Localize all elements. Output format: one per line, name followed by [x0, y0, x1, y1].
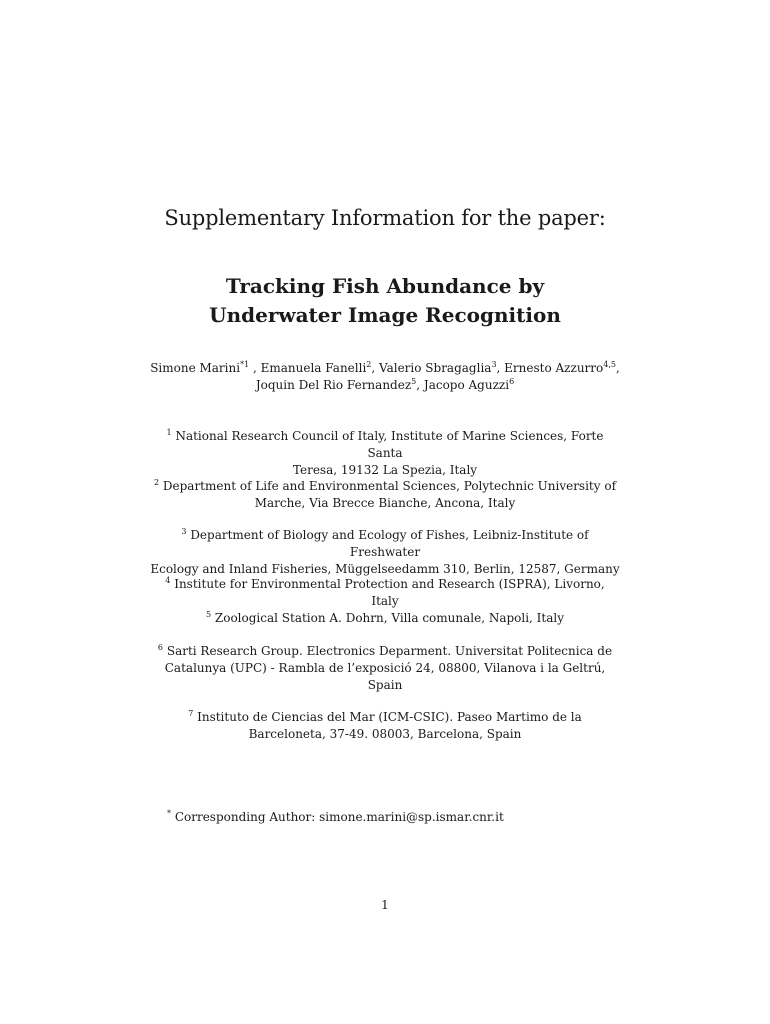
supplementary-heading: Supplementary Information for the paper:	[164, 206, 606, 230]
affiliation-line	[150, 643, 620, 660]
author-line-1	[150, 360, 620, 377]
affiliation-number: 6	[157, 643, 164, 652]
affiliation-text: Sarti Research Group. Electronics Deparment. Universitat Politecnica de	[166, 644, 613, 658]
affiliation-number: 1	[166, 428, 172, 437]
affiliation-4	[150, 576, 620, 610]
affiliation-2	[150, 478, 620, 512]
affiliation-line: Ecology and Inland Fisheries, Müggelseedamm 310, Berlin, 12587, Germany	[150, 562, 620, 576]
title-line-2: Underwater Image Recognition	[209, 303, 561, 327]
affiliation-number: 7	[188, 709, 194, 718]
affiliation-text: Department of Life and Environmental Sciences, Polytechnic University of	[162, 479, 617, 493]
corresponding-author-footnote	[167, 810, 504, 824]
affiliation-5	[150, 610, 620, 627]
footnote-text: Corresponding Author: simone.marini@sp.ismar.cnr.it	[174, 810, 504, 824]
affiliation-text: Zoological Station A. Dohrn, Villa comunale, Napoli, Italy	[214, 611, 565, 625]
author-line-2	[150, 377, 620, 394]
affiliation-3	[150, 527, 620, 578]
author-name: , Ernesto Azzurro	[496, 361, 604, 375]
affiliation-line	[150, 610, 620, 627]
affiliation-number: 2	[153, 478, 160, 487]
affiliation-line	[150, 576, 620, 610]
affiliation-line: Marche, Via Brecce Bianche, Ancona, Italy	[254, 496, 516, 510]
affiliation-number: 4	[165, 576, 171, 585]
author-affil-sup: 5	[411, 377, 417, 386]
author-name: , Emanuela Fanelli	[249, 361, 367, 375]
author-name: , Jacopo Aguzzi	[416, 378, 510, 392]
affiliation-line	[150, 478, 620, 495]
affiliation-line	[150, 428, 620, 462]
affiliation-7	[150, 709, 620, 743]
affiliation-line	[150, 527, 620, 561]
affiliation-number: 3	[181, 527, 187, 536]
affiliation-1	[150, 428, 620, 479]
footnote-marker: *	[167, 809, 171, 818]
author-affil-sup: 3	[491, 360, 497, 369]
title-line-1: Tracking Fish Abundance by	[225, 274, 545, 298]
author-affil-sup: 2	[366, 360, 372, 369]
affiliation-text: National Research Council of Italy, Institute of Marine Sciences, Forte Santa	[175, 429, 604, 460]
author-list	[150, 360, 620, 394]
author-name: Joquin Del Rio Fernandez	[255, 378, 412, 392]
author-affil-sup: 4,5	[603, 360, 616, 369]
affiliation-line: Barceloneta, 37-49. 08003, Barcelona, Spain	[248, 727, 522, 741]
affiliation-line: Catalunya (UPC) - Rambla de l’exposició 24, 08800, Vilanova i la Geltrú,	[164, 661, 606, 675]
author-affil-sup: 6	[509, 377, 515, 386]
affiliation-6	[150, 643, 620, 694]
page-number: 1	[381, 898, 389, 912]
author-affil-sup: *1	[240, 360, 250, 369]
affiliation-text: Department of Biology and Ecology of Fishes, Leibniz-Institute of Freshwater	[190, 528, 589, 559]
author-separator: ,	[615, 361, 620, 375]
author-name: Simone Marini	[150, 361, 241, 375]
affiliation-number: 5	[205, 610, 212, 619]
affiliation-text: Instituto de Ciencias del Mar (ICM-CSIC). Paseo Martimo de la	[197, 710, 582, 724]
paper-title	[160, 272, 610, 330]
affiliation-text: Institute for Environmental Protection and Research (ISPRA), Livorno, Italy	[174, 577, 605, 608]
affiliation-line	[150, 709, 620, 726]
affiliation-line: Teresa, 19132 La Spezia, Italy	[292, 463, 478, 477]
author-name: , Valerio Sbragaglia	[371, 361, 492, 375]
affiliation-line: Spain	[367, 678, 403, 692]
